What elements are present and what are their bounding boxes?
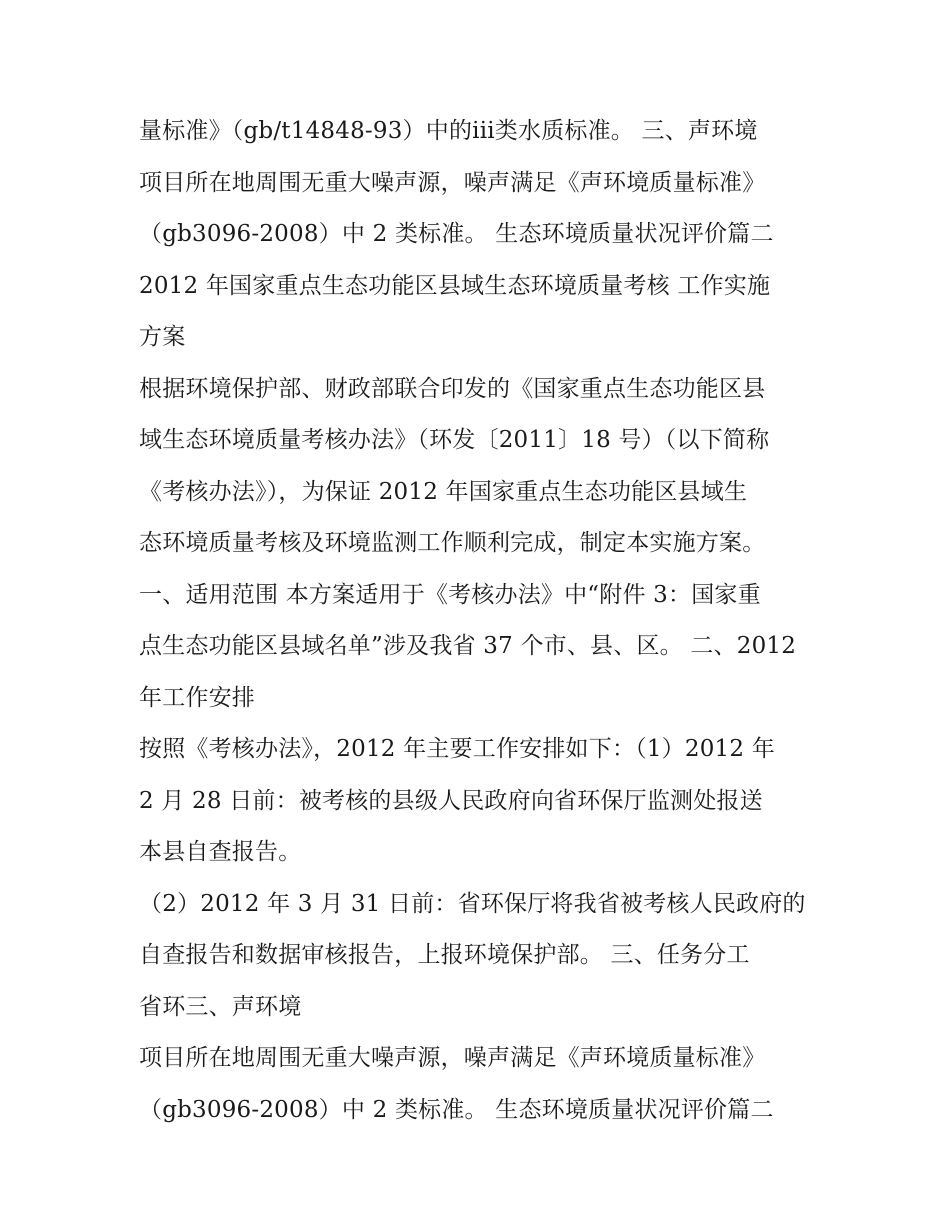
text-line: 一、适用范围 本方案适用于《考核办法》中“附件 3：国家重 [139,581,761,608]
text-line: 点生态功能区县域名单”涉及我省 37 个市、县、区。 二、2012 [139,633,797,659]
text-line: 本县自查报告。 [139,839,302,865]
text-line: 省环三、声环境 [139,993,302,1020]
text-line: 量标准》（gb/t14848-93）中的iii类水质标准。 三、声环境 [139,118,758,144]
text-line: 域生态环境质量考核办法》（环发〔2011〕18 号）（以下简称 [139,427,770,453]
text-line: 项目所在地周围无重大噪声源，噪声满足《声环境质量标准》 [139,1045,766,1071]
text-line: 根据环境保护部、财政部联合印发的《国家重点生态功能区县 [139,375,766,402]
body-text [139,106,839,1136]
text-line: 项目所在地周围无重大噪声源，噪声满足《声环境质量标准》 [139,169,766,196]
text-line: 年工作安排 [139,684,255,711]
text-line: （2）2012 年 3 月 31 日前：省环保厅将我省被考核人民政府的 [139,890,806,917]
text-line: 自查报告和数据审核报告，上报环境保护部。 三、任务分工 [139,942,750,968]
text-line: （gb3096-2008）中 2 类标准。 生态环境质量状况评价篇二 [139,221,774,247]
text-line: （gb3096-2008）中 2 类标准。 生态环境质量状况评价篇二 [139,1096,774,1123]
text-line: 按照《考核办法》，2012 年主要工作安排如下：（1）2012 年 [139,736,775,762]
text-line: 方案 [139,324,186,350]
text-line: 2012 年国家重点生态功能区县域生态环境质量考核 工作实施 [139,272,771,299]
text-line: 2 月 28 日前：被考核的县级人民政府向省环保厅监测处报送 [139,787,763,814]
text-line: 《考核办法》），为保证 2012 年国家重点生态功能区县域生 [139,478,748,505]
text-line: 态环境质量考核及环境监测工作顺利完成，制定本实施方案。 [139,530,766,556]
